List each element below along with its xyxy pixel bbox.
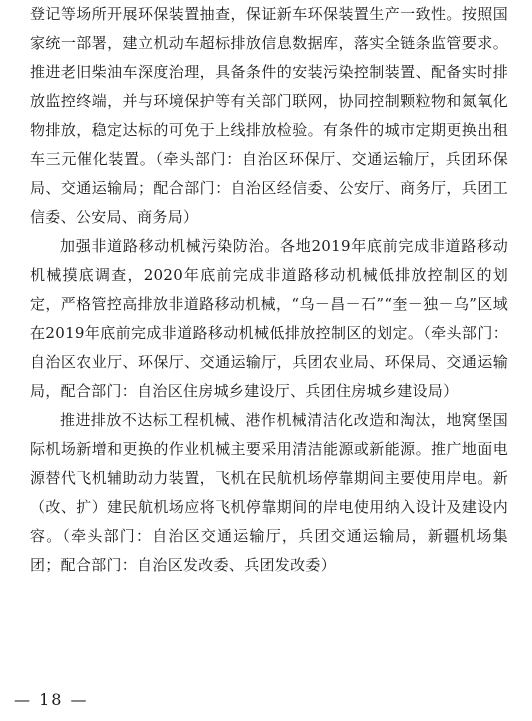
paragraph-non-road-machinery: 加强非道路移动机械污染防治。各地2019年底前完成非道路移动机械摸底调查，2020年底前完成非道路移动机械低排放控制区的划定，严格管控高排放非道路移动机械，“乌－昌－石”“奎－独－乌”区域在2019年底前完成非道路移动机械低排放控制区的划定。（牵头部门：自治区农业厅、环保厅、交通运输厅，兵团农业局、环保局、交通运输局，配合部门：自治区住房城乡建设厅、兵团住房城乡建设局）	[30, 237, 508, 400]
paragraph-continuation: 登记等场所开展环保装置抽查，保证新车环保装置生产一致性。按照国家统一部署，建立机动车超标排放信息数据库，落实全链条监管要求。推进老旧柴油车深度治理，具备条件的安装污染控制装置、配备实时排放监控终端，并与环境保护等有关部门联网，协同控制颗粒物和氮氧化物排放，稳定达标的可免于上线排放检验。有条件的城市定期更换出租车三元催化装置。（牵头部门：自治区环保厅、交通运输厅，兵团环保局、交通运输局；配合部门：自治区经信委、公安厅、商务厅，兵团工信委、公安局、商务局）	[30, 5, 508, 226]
body-text	[30, 0, 508, 580]
paragraph-engineering-machinery: 推进排放不达标工程机械、港作机械清洁化改造和淘汰，地窝堡国际机场新增和更换的作业机械主要采用清洁能源或新能源。推广地面电源替代飞机辅助动力装置，飞机在民航机场停靠期间主要使用岸电。新（改、扩）建民航机场应将飞机停靠期间的岸电使用纳入设计及建设内容。（牵头部门：自治区交通运输厅，兵团交通运输局，新疆机场集团；配合部门：自治区发改委、兵团发改委）	[30, 411, 508, 574]
page-number: — 18 —	[14, 690, 89, 709]
